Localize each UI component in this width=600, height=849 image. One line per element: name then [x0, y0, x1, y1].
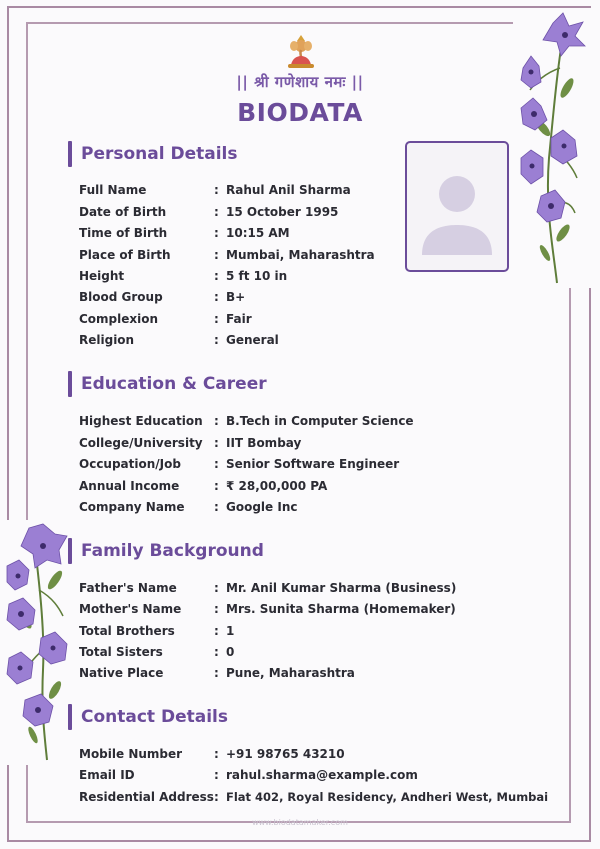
section-education-career — [68, 371, 267, 397]
detail-colon: : — [214, 747, 219, 761]
detail-label: Email ID — [79, 768, 135, 782]
detail-colon: : — [214, 333, 219, 347]
page-title: BIODATA — [237, 98, 363, 127]
detail-label: College/University — [79, 436, 203, 450]
detail-colon: : — [214, 183, 219, 197]
detail-value: 1 — [226, 624, 235, 638]
detail-label: Religion — [79, 333, 135, 347]
detail-colon: : — [214, 248, 219, 262]
detail-label: Mobile Number — [79, 747, 183, 761]
section-title: Contact Details — [81, 707, 228, 727]
detail-value: Mrs. Sunita Sharma (Homemaker) — [226, 602, 456, 616]
detail-row-email-id — [79, 766, 418, 784]
section-accent-bar — [68, 371, 72, 397]
detail-colon: : — [214, 624, 219, 638]
detail-label: Time of Birth — [79, 226, 168, 240]
detail-row-fathers-name — [79, 579, 456, 597]
floral-top-right-icon — [505, 8, 595, 288]
section-title: Family Background — [81, 541, 264, 561]
watermark-text: www.biodatamaker.com — [252, 818, 348, 827]
detail-colon: : — [214, 666, 219, 680]
profile-placeholder-icon — [407, 143, 507, 270]
detail-value: +91 98765 43210 — [226, 747, 345, 761]
detail-value: Google Inc — [226, 500, 298, 514]
detail-value: Flat 402, Royal Residency, Andheri West, Mumbai — [226, 790, 549, 804]
detail-value: Rahul Anil Sharma — [226, 183, 351, 197]
detail-row-mothers-name — [79, 600, 456, 618]
detail-label: Blood Group — [79, 290, 163, 304]
section-accent-bar — [68, 538, 72, 564]
detail-label: Mother's Name — [79, 602, 182, 616]
detail-label: Annual Income — [79, 479, 180, 493]
detail-colon: : — [214, 414, 219, 428]
detail-value: 10:15 AM — [226, 226, 290, 240]
detail-value: 5 ft 10 in — [226, 269, 288, 283]
detail-colon: : — [214, 436, 219, 450]
detail-colon: : — [214, 226, 219, 240]
detail-label: Total Brothers — [79, 624, 175, 638]
section-title: Education & Career — [81, 374, 267, 394]
detail-label: Total Sisters — [79, 645, 163, 659]
detail-colon: : — [214, 500, 219, 514]
detail-label: Date of Birth — [79, 205, 167, 219]
detail-row-height — [79, 267, 287, 285]
detail-value: Mumbai, Maharashtra — [226, 248, 375, 262]
detail-value: ₹ 28,00,000 PA — [226, 479, 328, 493]
detail-row-blood-group — [79, 288, 245, 306]
detail-colon: : — [214, 457, 219, 471]
floral-bottom-left-icon — [3, 520, 75, 765]
detail-row-native-place — [79, 664, 355, 682]
section-title: Personal Details — [81, 144, 238, 164]
detail-row-company-name — [79, 498, 297, 516]
detail-colon: : — [214, 479, 219, 493]
detail-row-place-of-birth — [79, 246, 375, 264]
detail-colon: : — [214, 768, 219, 782]
detail-value: Mr. Anil Kumar Sharma (Business) — [226, 581, 457, 595]
section-accent-bar — [68, 704, 72, 730]
detail-label: Highest Education — [79, 414, 203, 428]
section-contact-details — [68, 704, 228, 730]
detail-value: B.Tech in Computer Science — [226, 414, 414, 428]
detail-colon: : — [214, 269, 219, 283]
detail-value: Fair — [226, 312, 252, 326]
detail-row-occupation — [79, 455, 399, 473]
section-family-background — [68, 538, 264, 564]
detail-row-highest-education — [79, 412, 414, 430]
detail-colon: : — [214, 205, 219, 219]
detail-label: Father's Name — [79, 581, 177, 595]
detail-label: Company Name — [79, 500, 185, 514]
detail-colon: : — [214, 581, 219, 595]
detail-row-mobile-number — [79, 745, 345, 763]
detail-row-time-of-birth — [79, 224, 290, 242]
detail-row-college — [79, 434, 301, 452]
detail-value: 0 — [226, 645, 235, 659]
detail-value: Pune, Maharashtra — [226, 666, 355, 680]
detail-value: IIT Bombay — [226, 436, 302, 450]
detail-row-total-brothers — [79, 622, 234, 640]
ganesha-icon — [283, 33, 319, 69]
detail-label: Place of Birth — [79, 248, 171, 262]
detail-value: rahul.sharma@example.com — [226, 768, 418, 782]
detail-row-religion — [79, 331, 279, 349]
detail-colon: : — [214, 290, 219, 304]
section-accent-bar — [68, 141, 72, 167]
detail-value: 15 October 1995 — [226, 205, 339, 219]
mantra-text: || श्री गणेशाय नमः || — [236, 73, 364, 91]
detail-label: Complexion — [79, 312, 159, 326]
detail-value: General — [226, 333, 279, 347]
detail-label: Height — [79, 269, 125, 283]
detail-value: B+ — [226, 290, 246, 304]
detail-label: Occupation/Job — [79, 457, 181, 471]
detail-row-residential-address — [79, 788, 548, 806]
detail-colon: : — [214, 602, 219, 616]
detail-row-date-of-birth — [79, 203, 338, 221]
detail-row-full-name — [79, 181, 351, 199]
detail-row-complexion — [79, 310, 252, 328]
section-personal-details — [68, 141, 238, 167]
detail-colon: : — [214, 312, 219, 326]
detail-colon: : — [214, 645, 219, 659]
detail-value: Senior Software Engineer — [226, 457, 400, 471]
detail-label: Residential Address — [79, 790, 214, 804]
detail-label: Native Place — [79, 666, 164, 680]
detail-row-total-sisters — [79, 643, 234, 661]
detail-colon: : — [214, 790, 219, 804]
profile-photo[interactable] — [405, 141, 509, 272]
detail-row-annual-income — [79, 477, 327, 495]
detail-label: Full Name — [79, 183, 147, 197]
